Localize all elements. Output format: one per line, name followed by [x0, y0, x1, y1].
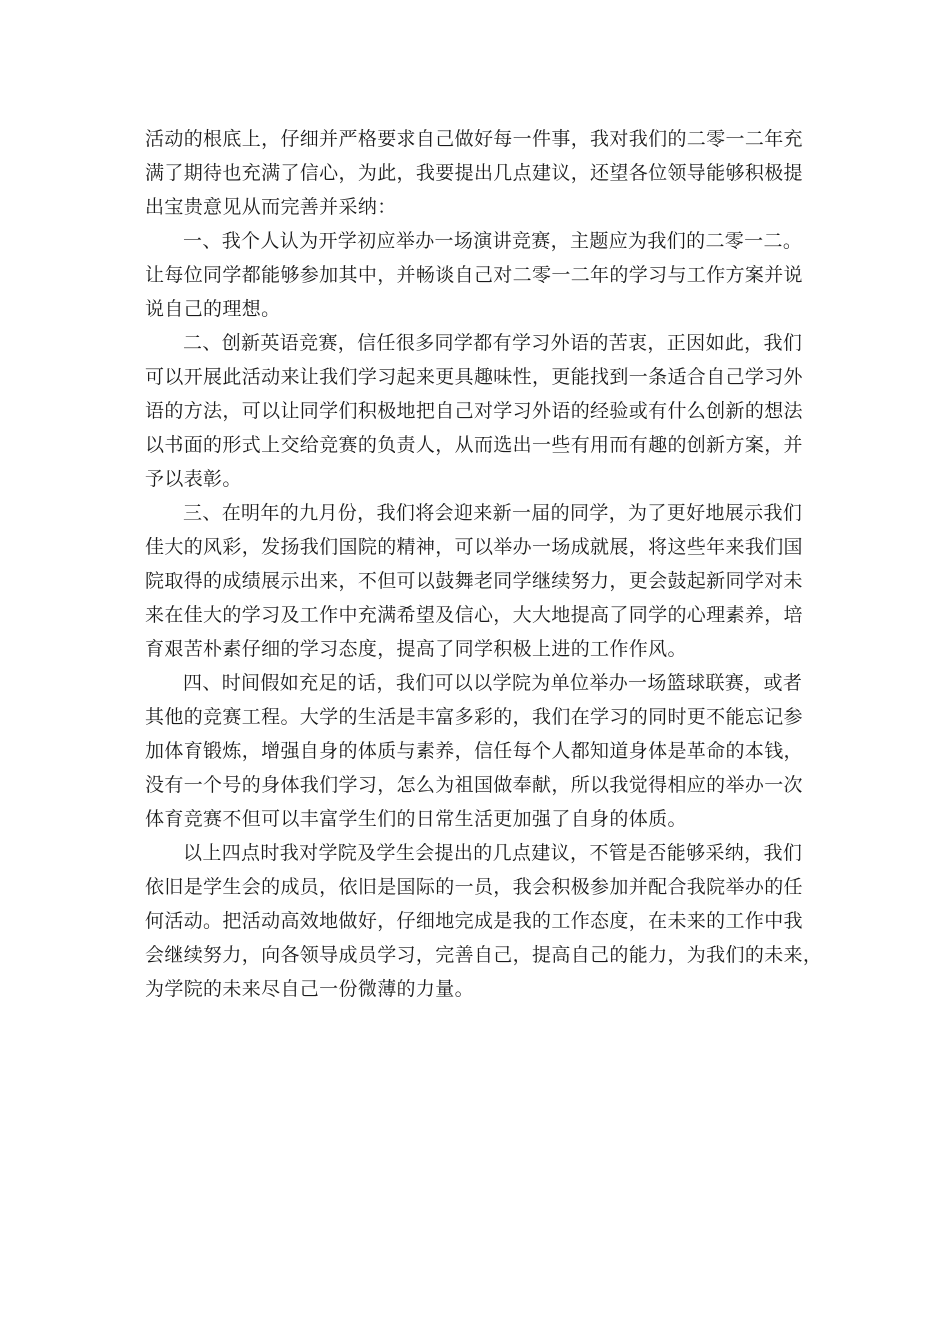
text-line: 育艰苦朴素仔细的学习态度，提高了同学积极上进的工作作风。	[145, 638, 687, 660]
paragraph-suggestion-1	[145, 224, 803, 326]
text-line: 三、在明年的九月份，我们将会迎来新一届的同学，为了更好地展示我们	[183, 502, 803, 524]
text-line: 何活动。把活动高效地做好，仔细地完成是我的工作态度，在未来的工作中我	[145, 910, 803, 932]
text-line: 院取得的成绩展示出来，不但可以鼓舞老同学继续努力，更会鼓起新同学对未	[145, 570, 803, 592]
text-line: 让每位同学都能够参加其中，并畅谈自己对二零一二年的学习与工作方案并说	[145, 264, 803, 286]
text-line: 一、我个人认为开学初应举办一场演讲竞赛，主题应为我们的二零一二。	[183, 230, 803, 252]
text-line: 来在佳大的学习及工作中充满希望及信心，大大地提高了同学的心理素养，培	[145, 604, 803, 626]
paragraph-suggestion-4	[145, 666, 803, 836]
paragraph-conclusion	[145, 836, 823, 1006]
text-line: 会继续努力，向各领导成员学习，完善自己，提高自己的能力，为我们的未来，	[145, 944, 823, 966]
text-line: 满了期待也充满了信心，为此，我要提出几点建议，还望各位领导能够积极提	[145, 162, 803, 184]
text-line: 说自己的理想。	[145, 298, 281, 320]
text-line: 语的方法，可以让同学们积极地把自己对学习外语的经验或有什么创新的想法	[145, 400, 803, 422]
text-line: 可以开展此活动来让我们学习起来更具趣味性，更能找到一条适合自己学习外	[145, 366, 803, 388]
paragraph-suggestion-2	[145, 326, 803, 496]
text-line: 出宝贵意见从而完善并采纳：	[145, 196, 397, 218]
text-line: 以上四点时我对学院及学生会提出的几点建议，不管是否能够采纳，我们	[183, 842, 803, 864]
text-line: 以书面的形式上交给竞赛的负责人，从而选出一些有用而有趣的创新方案，并	[145, 434, 803, 456]
text-line: 其他的竞赛工程。大学的生活是丰富多彩的，我们在学习的同时更不能忘记参	[145, 706, 803, 728]
text-line: 体育竞赛不但可以丰富学生们的日常生活更加强了自身的体质。	[145, 808, 687, 830]
text-line: 四、时间假如充足的话，我们可以以学院为单位举办一场篮球联赛，或者	[183, 672, 803, 694]
text-line: 佳大的风彩，发扬我们国院的精神，可以举办一场成就展，将这些年来我们国	[145, 536, 803, 558]
paragraph-intro	[145, 122, 803, 224]
document-page	[145, 122, 823, 1006]
text-line: 没有一个号的身体我们学习，怎么为祖国做奉献，所以我觉得相应的举办一次	[145, 774, 803, 796]
text-line: 二、创新英语竞赛，信任很多同学都有学习外语的苦衷，正因如此，我们	[183, 332, 803, 354]
text-line: 为学院的未来尽自己一份微薄的力量。	[145, 978, 474, 1000]
text-line: 加体育锻炼，增强自身的体质与素养，信任每个人都知道身体是革命的本钱，	[145, 740, 803, 762]
paragraph-suggestion-3	[145, 496, 803, 666]
text-line: 予以表彰。	[145, 468, 242, 490]
text-line: 活动的根底上，仔细并严格要求自己做好每一件事，我对我们的二零一二年充	[145, 128, 803, 150]
text-line: 依旧是学生会的成员，依旧是国际的一员，我会积极参加并配合我院举办的任	[145, 876, 803, 898]
